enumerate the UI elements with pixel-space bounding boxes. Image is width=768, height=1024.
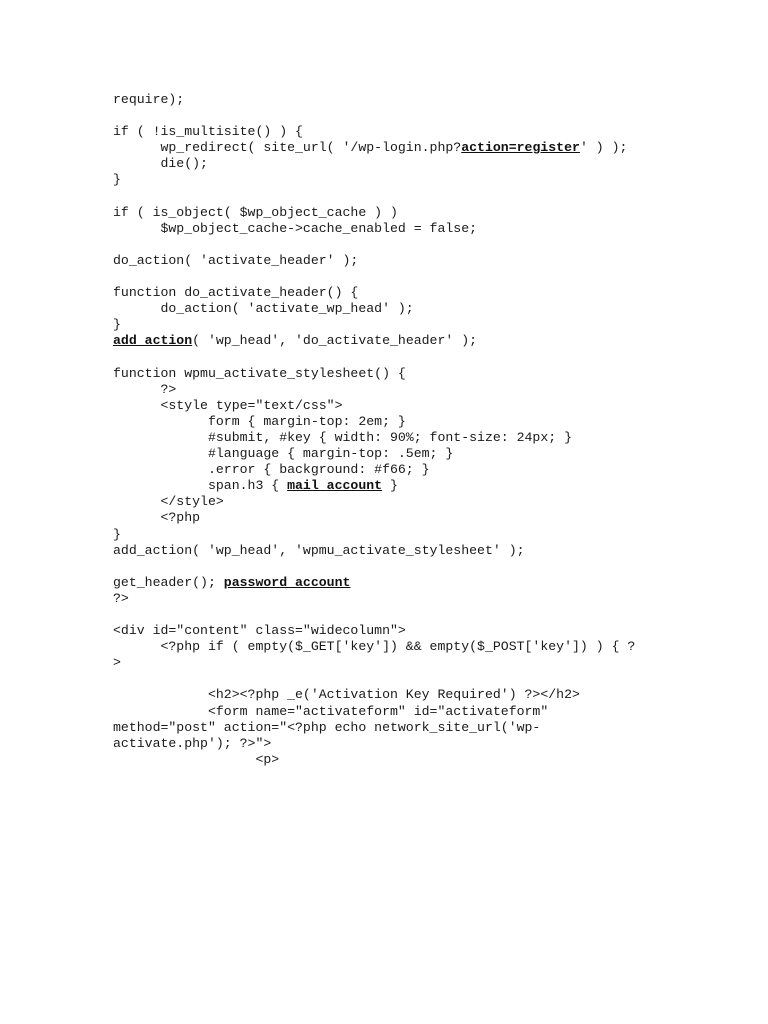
code-line	[113, 285, 673, 301]
code-line	[113, 398, 673, 414]
code-link[interactable]: password account	[223, 574, 351, 590]
code-line	[113, 430, 673, 446]
code-text: >	[113, 655, 121, 671]
code-text: <p>	[113, 751, 280, 767]
code-line	[113, 317, 673, 333]
code-line	[113, 366, 673, 382]
code-text: <?php if ( empty($_GET['key']) && empty($_POST['key']) ) { ?	[113, 639, 636, 655]
code-line	[113, 671, 673, 687]
code-text: ' ) );	[579, 140, 628, 156]
code-text: </style>	[113, 494, 224, 510]
code-line	[113, 172, 673, 188]
code-line	[113, 494, 673, 510]
code-link[interactable]: mail account	[287, 478, 383, 494]
code-text: if ( is_object( $wp_object_cache ) )	[113, 204, 398, 220]
code-line	[113, 446, 673, 462]
code-line	[113, 92, 673, 108]
code-text: <div id="content" class="widecolumn">	[113, 623, 406, 639]
code-line	[113, 108, 673, 124]
code-line	[113, 478, 673, 494]
code-text: span.h3 {	[113, 478, 288, 494]
code-text: #language { margin-top: .5em; }	[113, 446, 454, 462]
code-line	[113, 704, 673, 720]
code-text: .error { background: #f66; }	[113, 462, 430, 478]
code-line	[113, 221, 673, 237]
code-text: function wpmu_activate_stylesheet() {	[113, 365, 406, 381]
code-text: wp_redirect( site_url( '/wp-login.php?	[113, 140, 462, 156]
code-text: }	[113, 526, 121, 542]
code-text: add_action( 'wp_head', 'wpmu_activate_stylesheet' );	[113, 542, 525, 558]
code-text: method="post" action="<?php echo network_site_url('wp-	[113, 719, 541, 735]
code-listing	[113, 92, 673, 768]
code-text: <style type="text/css">	[113, 397, 343, 413]
code-text: <h2><?php _e('Activation Key Required') ?></h2>	[113, 687, 580, 703]
code-line	[113, 510, 673, 526]
code-text: if ( !is_multisite() ) {	[113, 124, 303, 140]
code-text: do_action( 'activate_wp_head' );	[113, 301, 414, 317]
code-line	[113, 752, 673, 768]
code-line	[113, 156, 673, 172]
code-line	[113, 350, 673, 366]
code-text: do_action( 'activate_header' );	[113, 252, 359, 268]
code-text: }	[382, 478, 398, 494]
code-text: activate.php'); ?>">	[113, 735, 272, 751]
code-text: ?>	[113, 590, 129, 606]
code-text: die();	[113, 156, 208, 172]
code-line	[113, 639, 673, 655]
code-line	[113, 527, 673, 543]
code-line	[113, 269, 673, 285]
code-line	[113, 301, 673, 317]
code-line	[113, 382, 673, 398]
code-line	[113, 462, 673, 478]
code-line	[113, 623, 673, 639]
code-line	[113, 655, 673, 671]
code-line	[113, 687, 673, 703]
code-link[interactable]: add_action	[113, 333, 193, 349]
code-text: function do_activate_header() {	[113, 285, 359, 301]
code-line	[113, 237, 673, 253]
code-text: }	[113, 172, 121, 188]
code-line	[113, 124, 673, 140]
code-line	[113, 253, 673, 269]
code-line	[113, 591, 673, 607]
code-text: ?>	[113, 381, 177, 397]
code-text: <?php	[113, 510, 201, 526]
code-line	[113, 189, 673, 205]
code-link[interactable]: action=register	[461, 140, 580, 156]
code-text: require);	[113, 92, 185, 107]
code-text: ( 'wp_head', 'do_activate_header' );	[192, 333, 478, 349]
code-line	[113, 575, 673, 591]
code-line	[113, 543, 673, 559]
code-text: }	[113, 317, 121, 333]
code-text: <form name="activateform" id="activateform"	[113, 703, 549, 719]
code-line	[113, 333, 673, 349]
code-line	[113, 414, 673, 430]
code-line	[113, 140, 673, 156]
code-line	[113, 736, 673, 752]
code-line	[113, 205, 673, 221]
code-line	[113, 720, 673, 736]
code-line	[113, 559, 673, 575]
code-text: form { margin-top: 2em; }	[113, 413, 406, 429]
code-text: $wp_object_cache->cache_enabled = false;	[113, 220, 478, 236]
code-text: get_header();	[113, 574, 224, 590]
code-line	[113, 607, 673, 623]
code-text: #submit, #key { width: 90%; font-size: 24px; }	[113, 429, 572, 445]
